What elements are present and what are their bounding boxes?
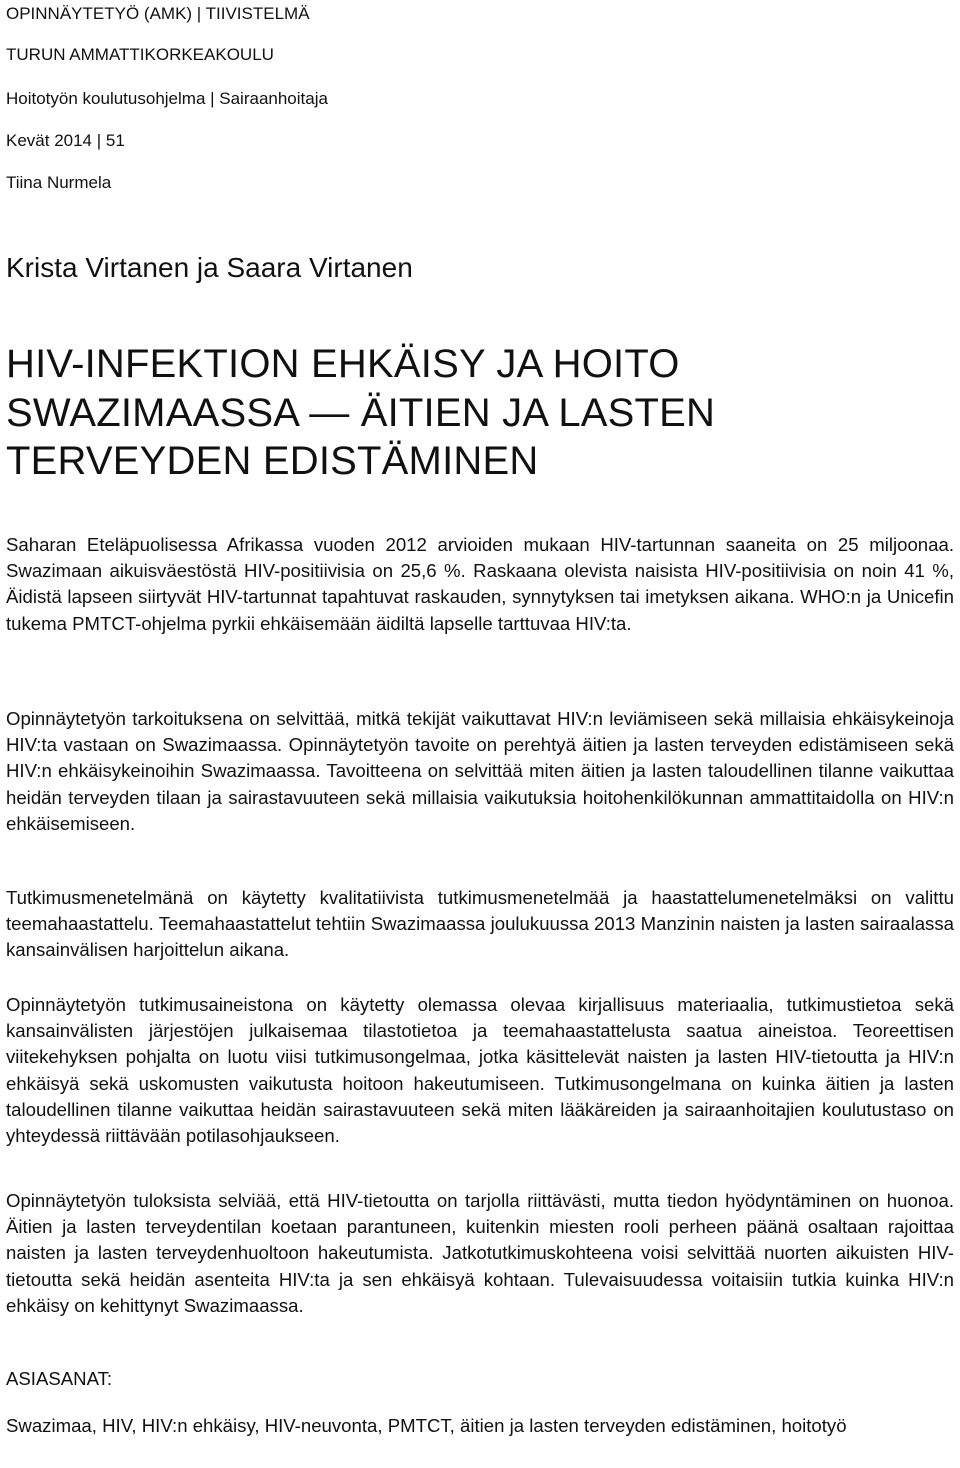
abstract-paragraph: Opinnäytetyön tarkoituksena on selvittää, mitkä tekijät vaikuttavat HIV:n leviämiseen sekä millaisia ehkäisykeinoja HIV:ta vastaan on Swazimaassa. Opinnäytetyön tavoite on perehtyä äitien ja lasten terveyden edistämiseen sekä HIV:n ehkäisykeinoihin Swazimaassa. Tavoitteena on selvittää miten äitien ja lasten taloudellinen tilanne vaikuttaa heidän terveyden tilaan ja sairastavuuteen sekä millaisia vaikutuksia hoitohenkilökunnan ammattitaidolla on HIV:n ehkäisemiseen.	[6, 708, 954, 834]
abstract-paragraph: Opinnäytetyön tuloksista selviää, että HIV-tietoutta on tarjolla riittävästi, mutta tiedon hyödyntäminen on huonoa. Äitien ja lasten terveydentilan koetaan parantuneen, kuitenkin miesten rooli perheen päänä osaltaan rajoittaa naisten ja lasten terveydenhuoltoon hakeutumista. Jatkotutkimuskohteena voisi selvittää nuorten aikuisten HIV-tietoutta sekä heidän asenteita HIV:ta ja sen ehkäisyä kohtaan. Tulevaisuudessa voitaisiin tutkia kuinka HIV:n ehkäisy on kehittynyt Swazimaassa.	[6, 1190, 954, 1316]
abstract-paragraph: Tutkimusmenetelmänä on käytetty kvalitatiivista tutkimusmenetelmää ja haastattelumenetelmäksi on valittu teemahaastattelu. Teemahaastattelut tehtiin Swazimaassa joulukuussa 2013 Manzinin naisten ja lasten sairaalassa kansainvälisen harjoittelun aikana.	[6, 887, 954, 961]
title-line: SWAZIMAASSA — ÄITIEN JA LASTEN	[6, 390, 716, 435]
term-and-pages: Kevät 2014 | 51	[6, 131, 125, 150]
authors: Krista Virtanen ja Saara Virtanen	[6, 252, 413, 283]
supervisor: Tiina Nurmela	[6, 173, 112, 192]
abstract-paragraph: Saharan Eteläpuolisessa Afrikassa vuoden 2012 arvioiden mukaan HIV-tartunnan saaneita on 25 miljoonaa. Swazimaan aikuisväestöstä HIV-positiivisia on 25,6 %. Raskaana olevista naisista HIV-positiivisia on noin 41 %, Äidistä lapseen siirtyvät HIV-tartunnat tapahtuvat raskauden, synnytyksen tai imetyksen aikana. WHO:n ja Unicefin tukema PMTCT-ohjelma pyrkii ehkäisemään äidiltä lapselle tarttuvaa HIV:ta.	[6, 534, 954, 634]
title-line: HIV-INFEKTION EHKÄISY JA HOITO	[6, 342, 680, 386]
programme: Hoitotyön koulutusohjelma | Sairaanhoitaja	[6, 89, 328, 108]
school-name: TURUN AMMATTIKORKEAKOULU	[6, 45, 274, 64]
title-line: TERVEYDEN EDISTÄMINEN	[6, 439, 539, 483]
document-type: OPINNÄYTETYÖ (AMK) | TIIVISTELMÄ	[6, 4, 310, 23]
abstract-paragraph: Opinnäytetyön tutkimusaineistona on käytetty olemassa olevaa kirjallisuus materiaalia, tutkimustietoa sekä kansainvälisten järjestöjen julkaisemaa tilastotietoa ja teemahaastattelusta saatua aineistoa. Teoreettisen viitekehyksen pohjalta on luotu viisi tutkimusongelmaa, jotka käsittelevät naisten ja lasten HIV-tietoutta ja HIV:n ehkäisyä sekä uskomusten vaikutusta hoitoon hakeutumiseen. Tutkimusongelmana on kuinka äitien ja lasten taloudellinen tilanne vaikuttaa heidän sairastavuuteen sekä miten lääkäreiden ja sairaanhoitajien koulutustaso on yhteydessä riittävään potilasohjaukseen.	[6, 994, 954, 1147]
thesis-title	[6, 340, 715, 486]
keywords: Swazimaa, HIV, HIV:n ehkäisy, HIV-neuvonta, PMTCT, äitien ja lasten terveyden edistäminen, hoitotyö	[6, 1415, 847, 1436]
keywords-label: ASIASANAT:	[6, 1368, 113, 1389]
